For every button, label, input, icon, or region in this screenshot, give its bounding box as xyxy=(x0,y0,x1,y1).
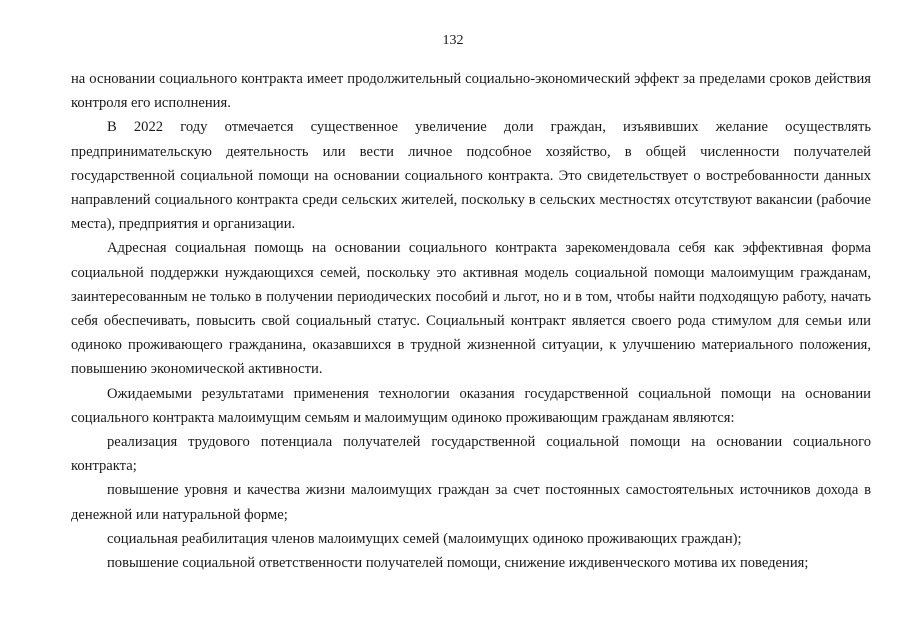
list-item-living-standards: повышение уровня и качества жизни малоимущих граждан за счет постоянных самостоятельных источников дохода в денежной или натуральной форме; xyxy=(71,482,871,523)
document-body xyxy=(71,67,871,575)
paragraph-continuation: на основании социального контракта имеет продолжительный социально-экономический эффект за пределами сроков действия контроля его исполнения. xyxy=(71,71,871,112)
page-number: 132 xyxy=(442,33,464,48)
paragraph-entrepreneurship-growth: В 2022 году отмечается существенное увеличение доли граждан, изъявивших желание осуществлять предпринимательскую деятельность или вести личное подсобное хозяйство, в общей численности получателей государственной социальной помощи на основании социального контракта. Это свидетельствует о востребованности данных направлений социального контракта среди сельских жителей, поскольку в сельских местностях отсутствуют вакансии (рабочие места), предприятия и организации. xyxy=(71,119,871,233)
list-item-social-rehabilitation: социальная реабилитация членов малоимущих семей (малоимущих одиноко проживающих граждан); xyxy=(107,530,742,547)
list-item-social-responsibility: повышение социальной ответственности получателей помощи, снижение иждивенческого мотива их поведения; xyxy=(107,555,809,572)
list-item-labor-potential: реализация трудового потенциала получателей государственной социальной помощи на основании социального контракта; xyxy=(71,434,871,475)
paragraph-expected-results-intro: Ожидаемыми результатами применения технологии оказания государственной социальной помощи на основании социального контракта малоимущим семьям и малоимущим одиноко проживающим гражданам являются: xyxy=(71,385,871,426)
paragraph-targeted-assistance: Адресная социальная помощь на основании социального контракта зарекомендовала себя как эффективная форма социальной поддержки нуждающихся семей, поскольку это активная модель социальной помощи малоимущим гражданам, заинтересованным не только в получении периодических пособий и льгот, но и в том, чтобы найти подходящую работу, начать себя обеспечивать, повысить свой социальный статус. Социальный контракт является своего рода стимулом для семьи или одиноко проживающего гражданина, оказавшихся в трудной жизненной ситуации, к улучшению материального положения, повышению экономической активности. xyxy=(71,240,871,378)
